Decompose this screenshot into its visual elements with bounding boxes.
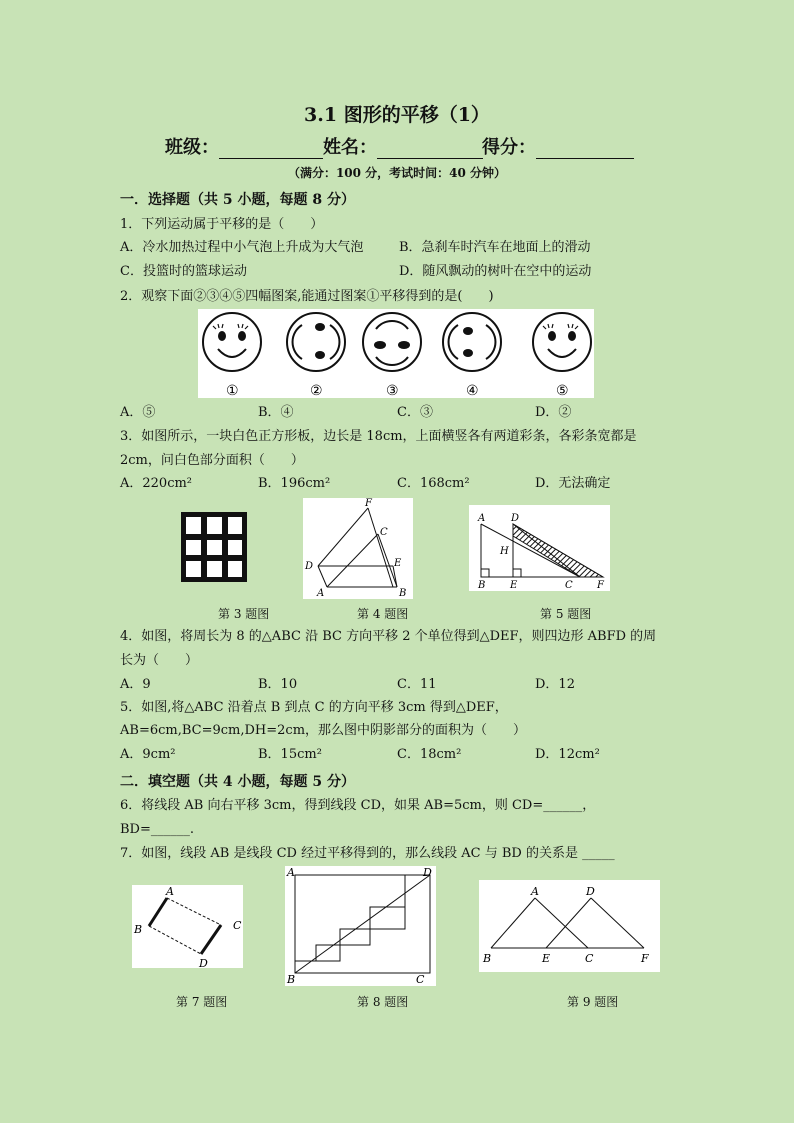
fig4-caption: 第 4 题图 bbox=[357, 607, 409, 621]
class-label: 班级： bbox=[165, 137, 219, 158]
q1-option-a[interactable]: A．冷水加热过程中小气泡上升成为大气泡 bbox=[120, 240, 364, 255]
class-field[interactable] bbox=[165, 133, 323, 159]
fig3-svg bbox=[181, 512, 247, 582]
fig4-label-e: E bbox=[394, 558, 402, 569]
fig9-label-d: D bbox=[586, 885, 595, 898]
q4-option-a[interactable]: A．9 bbox=[120, 677, 151, 692]
fig9 bbox=[479, 880, 660, 972]
fig7 bbox=[132, 885, 243, 968]
q2-figure bbox=[198, 309, 594, 398]
q3-stem-line-2: 2cm，问白色部分面积（ ） bbox=[120, 453, 304, 468]
q4-option-b[interactable]: B．10 bbox=[258, 677, 298, 692]
page-title: 3.1 图形的平移（1） bbox=[304, 104, 490, 126]
q1-option-c[interactable]: C．投篮时的篮球运动 bbox=[120, 264, 247, 279]
q2-option-c[interactable]: C．③ bbox=[397, 405, 433, 420]
q5-stem-line-1: 5．如图,将△ABC 沿着点 B 到点 C 的方向平移 3cm 得到△DEF， bbox=[120, 700, 508, 715]
q5-option-c[interactable]: C．18cm² bbox=[397, 747, 462, 762]
fig9-svg bbox=[479, 880, 660, 972]
name-blank[interactable] bbox=[377, 138, 483, 159]
fig8-label-d: D bbox=[423, 866, 432, 879]
fig7-label-c: C bbox=[233, 919, 242, 932]
exam-note: （满分：100 分，考试时间：40 分钟） bbox=[287, 166, 507, 180]
face-1-icon bbox=[203, 313, 261, 371]
fig8-label-b: B bbox=[287, 973, 296, 986]
class-blank[interactable] bbox=[219, 138, 323, 159]
face-4-icon bbox=[443, 313, 501, 371]
fig4 bbox=[303, 498, 413, 599]
q5-stem-line-2: AB=6cm,BC=9cm,DH=2cm，那么图中阴影部分的面积为（ ） bbox=[120, 723, 527, 738]
fig4-label-b: B bbox=[399, 588, 407, 599]
q2-option-d[interactable]: D．② bbox=[535, 405, 572, 420]
fig8 bbox=[285, 866, 436, 986]
fig9-label-f: F bbox=[641, 952, 649, 965]
fig7-label-b: B bbox=[134, 923, 143, 936]
fig5-svg bbox=[469, 505, 610, 591]
fig5-label-a: A bbox=[478, 513, 486, 524]
fig9-label-c: C bbox=[585, 952, 594, 965]
fig5-label-b: B bbox=[478, 580, 486, 591]
fig8-label-a: A bbox=[287, 866, 295, 879]
q6-stem-line-1: 6．将线段 AB 向右平移 3cm，得到线段 CD，如果 AB=5cm，则 CD=______， bbox=[120, 798, 596, 813]
fig3-caption: 第 3 题图 bbox=[218, 607, 270, 621]
face-5-icon bbox=[533, 313, 591, 371]
q7-stem: 7．如图，线段 AB 是线段 CD 经过平移得到的，那么线段 AC 与 BD 的关系是 _____ bbox=[120, 846, 615, 861]
q1-option-b[interactable]: B．急刹车时汽车在地面上的滑动 bbox=[399, 240, 591, 255]
fig4-label-f: F bbox=[365, 498, 372, 509]
section-2-heading: 二．填空题（共 4 小题，每题 5 分） bbox=[120, 774, 355, 790]
q2-faces-svg bbox=[198, 309, 594, 398]
face-label-1: ① bbox=[226, 383, 239, 398]
face-label-5: ⑤ bbox=[556, 383, 569, 398]
fig5 bbox=[469, 505, 610, 591]
fig9-label-a: A bbox=[531, 885, 539, 898]
fig4-label-d: D bbox=[305, 561, 314, 572]
section-1-heading: 一．选择题（共 5 小题，每题 8 分） bbox=[120, 192, 355, 208]
fig3-board bbox=[181, 512, 247, 582]
q5-option-d[interactable]: D．12cm² bbox=[535, 747, 600, 762]
fig4-svg bbox=[303, 498, 413, 599]
fig5-label-d: D bbox=[511, 513, 520, 524]
face-label-2: ② bbox=[310, 383, 323, 398]
fig8-caption: 第 8 题图 bbox=[357, 995, 409, 1009]
q5-option-a[interactable]: A．9cm² bbox=[120, 747, 176, 762]
name-label: 姓名： bbox=[323, 137, 377, 158]
face-3-icon bbox=[363, 313, 421, 371]
fig8-label-c: C bbox=[416, 973, 425, 986]
score-label: 得分： bbox=[482, 137, 536, 158]
q3-stem-line-1: 3．如图所示，一块白色正方形板，边长是 18cm，上面横竖各有两道彩条，各彩条宽都是 bbox=[120, 429, 637, 444]
q3-option-a[interactable]: A．220cm² bbox=[120, 476, 193, 491]
fig5-label-h: H bbox=[500, 546, 509, 557]
fig7-svg bbox=[132, 885, 243, 968]
q2-option-b[interactable]: B．④ bbox=[258, 405, 294, 420]
q3-option-d[interactable]: D．无法确定 bbox=[535, 476, 611, 491]
fig5-label-f: F bbox=[597, 580, 604, 591]
face-2-icon bbox=[287, 313, 345, 371]
name-field[interactable] bbox=[323, 133, 483, 159]
face-label-3: ③ bbox=[386, 383, 399, 398]
q3-option-c[interactable]: C．168cm² bbox=[397, 476, 470, 491]
fig5-caption: 第 5 题图 bbox=[540, 607, 592, 621]
q3-option-b[interactable]: B．196cm² bbox=[258, 476, 331, 491]
score-field[interactable] bbox=[482, 133, 634, 159]
fig4-label-c: C bbox=[380, 527, 388, 538]
fig7-caption: 第 7 题图 bbox=[176, 995, 228, 1009]
fig9-label-e: E bbox=[542, 952, 551, 965]
q4-option-d[interactable]: D．12 bbox=[535, 677, 575, 692]
q2-option-a[interactable]: A．⑤ bbox=[120, 405, 156, 420]
fig4-label-a: A bbox=[317, 588, 325, 599]
fig9-caption: 第 9 题图 bbox=[567, 995, 619, 1009]
fig7-label-d: D bbox=[199, 957, 208, 968]
q4-stem-line-1: 4．如图，将周长为 8 的△ABC 沿 BC 方向平移 2 个单位得到△DEF，则四边形 ABFD 的周 bbox=[120, 629, 657, 644]
fig9-label-b: B bbox=[483, 952, 492, 965]
q1-stem: 1．下列运动属于平移的是（ ） bbox=[120, 217, 324, 232]
face-label-4: ④ bbox=[466, 383, 479, 398]
score-blank[interactable] bbox=[536, 138, 634, 159]
q4-option-c[interactable]: C．11 bbox=[397, 677, 437, 692]
q1-option-d[interactable]: D．随风飘动的树叶在空中的运动 bbox=[399, 264, 592, 279]
q5-option-b[interactable]: B．15cm² bbox=[258, 747, 322, 762]
fig5-label-e: E bbox=[510, 580, 518, 591]
q2-stem: 2．观察下面②③④⑤四幅图案,能通过图案①平移得到的是( ) bbox=[120, 289, 494, 304]
q6-stem-line-2: BD=______. bbox=[120, 822, 195, 837]
fig7-label-a: A bbox=[166, 885, 174, 898]
fig8-svg bbox=[285, 866, 436, 986]
q4-stem-line-2: 长为（ ） bbox=[120, 653, 199, 668]
fig5-label-c: C bbox=[565, 580, 573, 591]
